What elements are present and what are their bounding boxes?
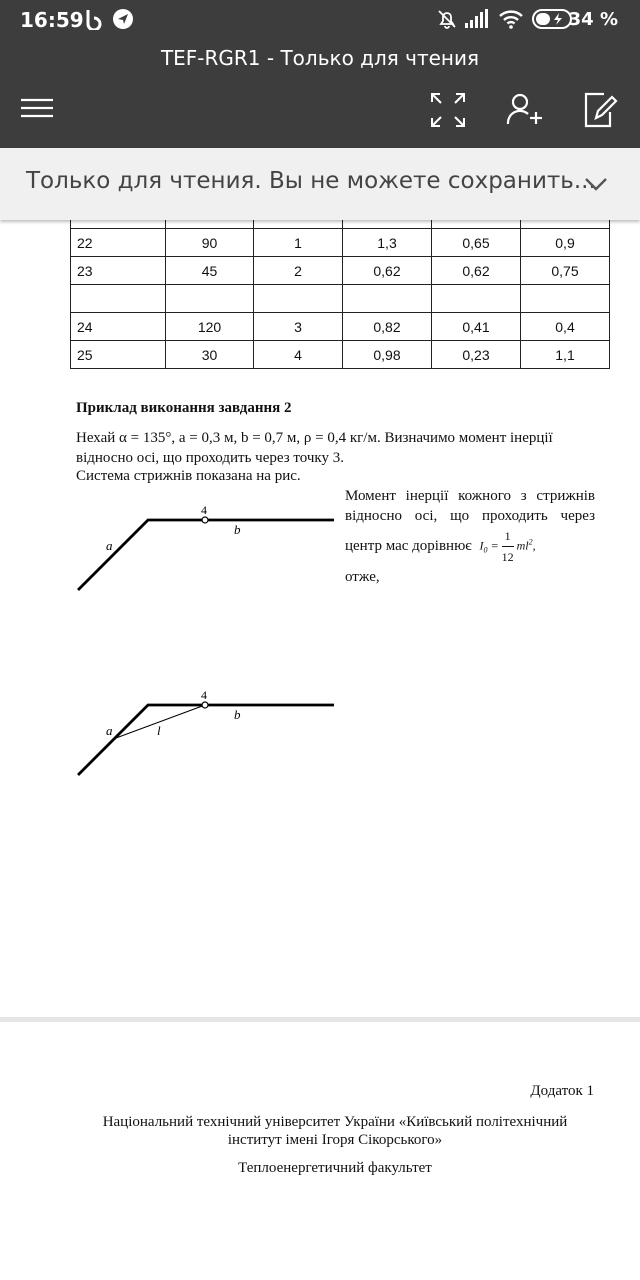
university-line-1: Національний технічний університет України «Київський політехнічний <box>102 1114 568 1130</box>
table-cell: 1,1 <box>521 341 610 369</box>
table-cell <box>254 285 343 313</box>
example-line-1: Нехай α = 135°, a = 0,3 м, b = 0,7 м, ρ = 0,4 кг/м. Визначимо момент інерції <box>76 430 553 446</box>
beeline-icon <box>84 8 104 35</box>
app-bar <box>0 40 640 148</box>
faculty-line: Теплоенергетичний факультет <box>238 1160 432 1176</box>
example-line-3: Система стрижнів показана на рис. <box>76 468 301 484</box>
table-cell: 1,3 <box>343 229 432 257</box>
moment-inertia-sentence: Момент інерції кожного з стрижнів відносно осі, що проходить через центр мас дорівнює <box>345 488 595 554</box>
add-person-icon[interactable] <box>504 90 544 130</box>
document-page[interactable] <box>0 220 640 1280</box>
table-cell: 25 <box>71 341 166 369</box>
table-cell: 0,23 <box>432 341 521 369</box>
table-cell: 0,82 <box>343 313 432 341</box>
table-cell: 0,62 <box>343 257 432 285</box>
fig2-label-b: b <box>234 707 241 722</box>
table-cell: 0,41 <box>432 313 521 341</box>
formula-exp: 2 <box>528 537 533 547</box>
table-row <box>71 257 610 285</box>
table-cell: 1 <box>254 229 343 257</box>
moment-inertia-text <box>345 486 595 587</box>
example-title: Приклад виконання завдання 2 <box>76 400 292 416</box>
appendix-label: Додаток 1 <box>530 1083 594 1099</box>
menu-icon[interactable] <box>18 90 58 130</box>
table-cell: 0,65 <box>432 229 521 257</box>
rod-system-figure-1 <box>70 500 340 600</box>
fig1-label-point: 4 <box>201 503 207 517</box>
fig2-label-l: l <box>157 723 161 738</box>
data-table <box>70 200 610 369</box>
table-cell <box>343 285 432 313</box>
inertia-formula: $I_0$ = $\frac{1}{12}$ $ml^2$, <box>479 526 535 567</box>
example-line-2: відносно осі, що проходить через точку 3. <box>76 450 344 466</box>
formula-sub: 0 <box>483 545 488 555</box>
formula-num: 1 <box>502 526 514 547</box>
page-divider <box>0 1017 640 1022</box>
table-cell: 45 <box>166 257 254 285</box>
table-cell: 90 <box>166 229 254 257</box>
rod-system-figure-2 <box>70 685 340 785</box>
fig1-label-a: a <box>106 538 113 553</box>
table-cell <box>432 285 521 313</box>
readonly-message: Только для чтения. Вы не можете сохранить... <box>26 168 596 194</box>
formula-rhs: ml <box>516 538 529 553</box>
status-bar <box>0 0 640 40</box>
table-cell: 0,98 <box>343 341 432 369</box>
table-cell: 0,75 <box>521 257 610 285</box>
table-cell <box>521 285 610 313</box>
formula-lhs: I <box>479 538 484 553</box>
table-cell: 0,4 <box>521 313 610 341</box>
table-row <box>71 313 610 341</box>
fig2-label-a: a <box>106 723 113 738</box>
table-cell: 2 <box>254 257 343 285</box>
fig1-label-b: b <box>234 522 241 537</box>
table-cell: 3 <box>254 313 343 341</box>
chevron-down-icon[interactable] <box>582 170 610 198</box>
table-cell: 120 <box>166 313 254 341</box>
table-cell: 22 <box>71 229 166 257</box>
fullscreen-icon[interactable] <box>428 90 468 130</box>
table-row <box>71 341 610 369</box>
table-cell <box>166 285 254 313</box>
table-row <box>71 285 610 313</box>
table-cell <box>71 285 166 313</box>
signal-icon <box>464 8 490 35</box>
formula-den: 12 <box>501 550 514 564</box>
table-cell: 0,62 <box>432 257 521 285</box>
notifications-off-icon <box>436 8 458 35</box>
wifi-icon <box>498 8 524 35</box>
navigation-icon <box>112 8 134 35</box>
university-line-2: інститут імені Ігоря Сікорського» <box>227 1132 443 1148</box>
table-row <box>71 229 610 257</box>
right-text-continuation: отже, <box>345 569 380 585</box>
table-cell: 30 <box>166 341 254 369</box>
readonly-banner[interactable] <box>0 148 640 220</box>
edit-document-icon[interactable] <box>580 90 620 130</box>
table-cell: 23 <box>71 257 166 285</box>
table-cell: 0,9 <box>521 229 610 257</box>
status-time: 16:59 <box>20 8 84 32</box>
fig2-label-point: 4 <box>201 688 207 702</box>
battery-percent: 34 % <box>568 9 618 30</box>
document-title: TEF-RGR1 - Только для чтения <box>160 46 480 70</box>
table-cell: 4 <box>254 341 343 369</box>
table-cell: 24 <box>71 313 166 341</box>
